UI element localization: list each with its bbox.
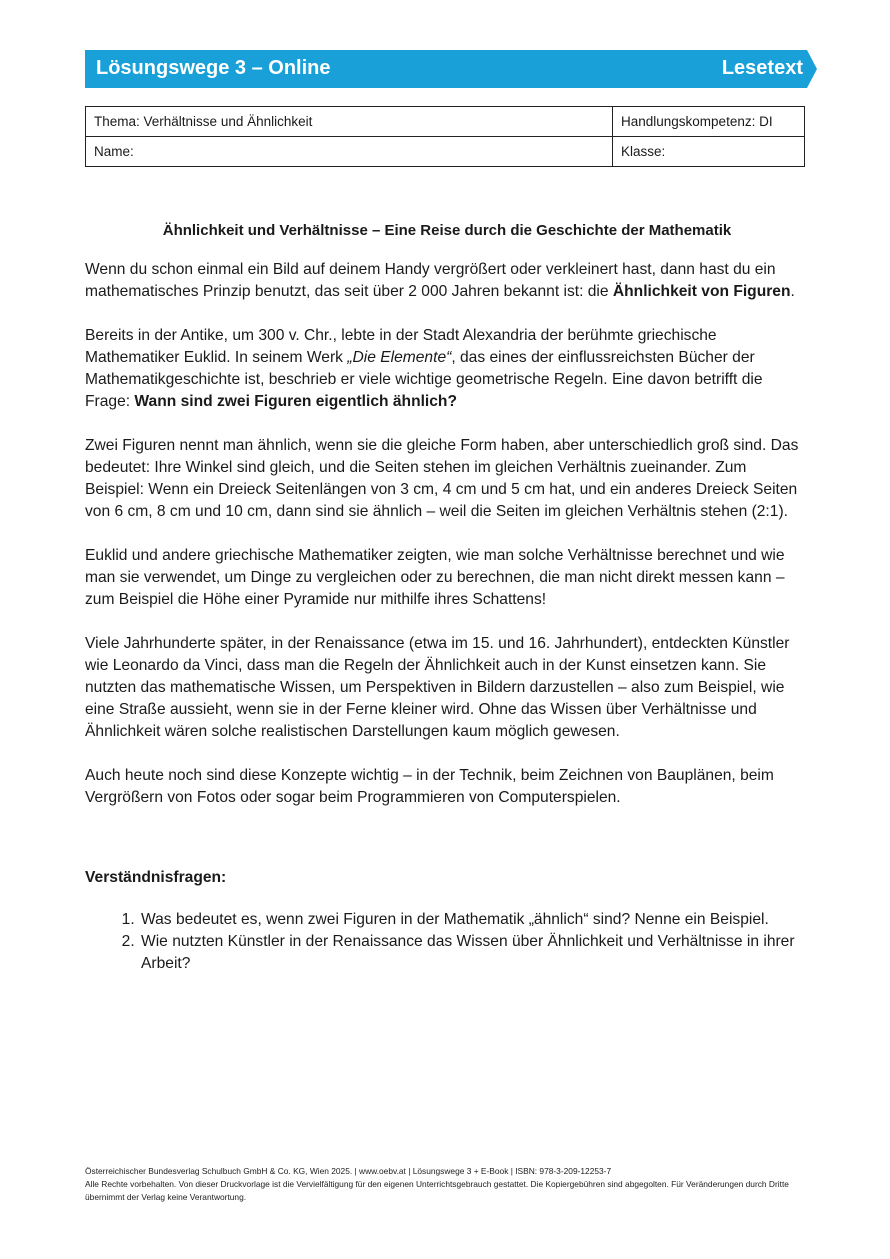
paragraph-1-bold: Ähnlichkeit von Figuren [612,283,791,300]
paragraph-2-text2: , das eines der einflussreichsten Bücher der Mathematikgeschichte ist, beschrieb er viele wichtige geometrische Regeln. Eine davon betrifft die Frage: [85,349,763,410]
footer-line-1: Österreichischer Bundesverlag Schulbuch GmbH & Co. KG, Wien 2025. | www.oebv.at | Lösungswege 3 + E-Book | ISBN: 978-3-209-12253-7 [85,1166,612,1176]
paragraph-2-text: Bereits in der Antike, um 300 v. Chr., lebte in der Stadt Alexandria der berühmte griechische Mathematiker Euklid. In seinem Werk [85,327,717,366]
banner-tag: Lesetext [721,57,803,79]
banner-title: Lösungswege 3 – Online [96,57,331,79]
footer [85,1165,809,1204]
paragraph-1-text: Wenn du schon einmal ein Bild auf deinem Handy vergrößert oder verkleinert hast, dann hast du ein mathematisches Prinzip benutzt, das seit über 2 000 Jahren bekannt ist: die [85,261,776,300]
paragraph-5: Viele Jahrhunderte später, in der Renaissance (etwa im 15. und 16. Jahrhundert), entdeckten Künstler wie Leonardo da Vinci, dass man die Regeln der Ähnlichkeit auch in der Kunst einsetzen kann. Sie nutzten das mathematische Wissen, um Perspektiven in Bildern darzustellen – also zum Beispiel, wie eine Straße aussieht, wenn sie in der Ferne kleiner wird. Ohne das Wissen über Verhältnisse und Ähnlichkeit wären solche realistischen Darstellungen kaum möglich gewesen. [85,635,790,740]
header-banner [85,50,817,88]
kompetenz-cell: Handlungskompetenz: DI [613,107,805,137]
question-item: 1. Was bedeutet es, wenn zwei Figuren in der Mathematik „ähnlich“ sind? Nenne ein Beispiel. [139,909,809,931]
paragraph-1-end: . [790,283,795,300]
thema-cell: Thema: Verhältnisse und Ähnlichkeit [86,107,613,137]
article-heading: Ähnlichkeit und Verhältnisse – Eine Reise durch die Geschichte der Mathematik [162,222,732,239]
paragraph-2-italic: „Die Elemente“ [347,349,452,366]
info-table [85,106,805,167]
questions-heading: Verständnisfragen: [85,869,227,886]
paragraph-3: Zwei Figuren nennt man ähnlich, wenn sie die gleiche Form haben, aber unterschiedlich groß sind. Das bedeutet: Ihre Winkel sind gleich, und die Seiten stehen im gleichen Verhältnis zueinander. Zum Beispiel: Wenn ein Dreieck Seitenlängen von 3 cm, 4 cm und 5 cm hat, und ein anderes Dreieck Seiten von 6 cm, 8 cm und 10 cm, dann sind sie ähnlich – weil die Seiten im gleichen Verhältnis stehen (2:1). [85,437,799,520]
name-field[interactable]: Name: [86,137,613,167]
klasse-field[interactable]: Klasse: [613,137,805,167]
paragraph-2 [85,325,809,413]
info-row-1 [86,107,805,137]
paragraph-1 [85,259,809,303]
paragraph-6: Auch heute noch sind diese Konzepte wichtig – in der Technik, beim Zeichnen von Bauplänen, beim Vergrößern von Fotos oder sogar beim Programmieren von Computerspielen. [85,767,774,806]
info-row-2 [86,137,805,167]
article [85,220,809,975]
footer-line-2: Alle Rechte vorbehalten. Von dieser Druckvorlage ist die Vervielfältigung für den eigenen Unterrichtsgebrauch gestattet. Die Kopiergebühren sind abgegolten. Für Veränderungen durch Dritte übernimmt der Verlag keine Verantwortung. [85,1179,789,1202]
question-item: 2. Wie nutzten Künstler in der Renaissance das Wissen über Ähnlichkeit und Verhältnisse in ihrer Arbeit? [139,931,809,975]
paragraph-2-bold: Wann sind zwei Figuren eigentlich ähnlich? [134,393,457,410]
questions-list [85,909,809,975]
paragraph-4: Euklid und andere griechische Mathematiker zeigten, wie man solche Verhältnisse berechnet und wie man sie verwendet, um Dinge zu vergleichen oder zu berechnen, die man nicht direkt messen kann – zum Beispiel die Höhe einer Pyramide nur mithilfe ihres Schattens! [85,547,785,608]
